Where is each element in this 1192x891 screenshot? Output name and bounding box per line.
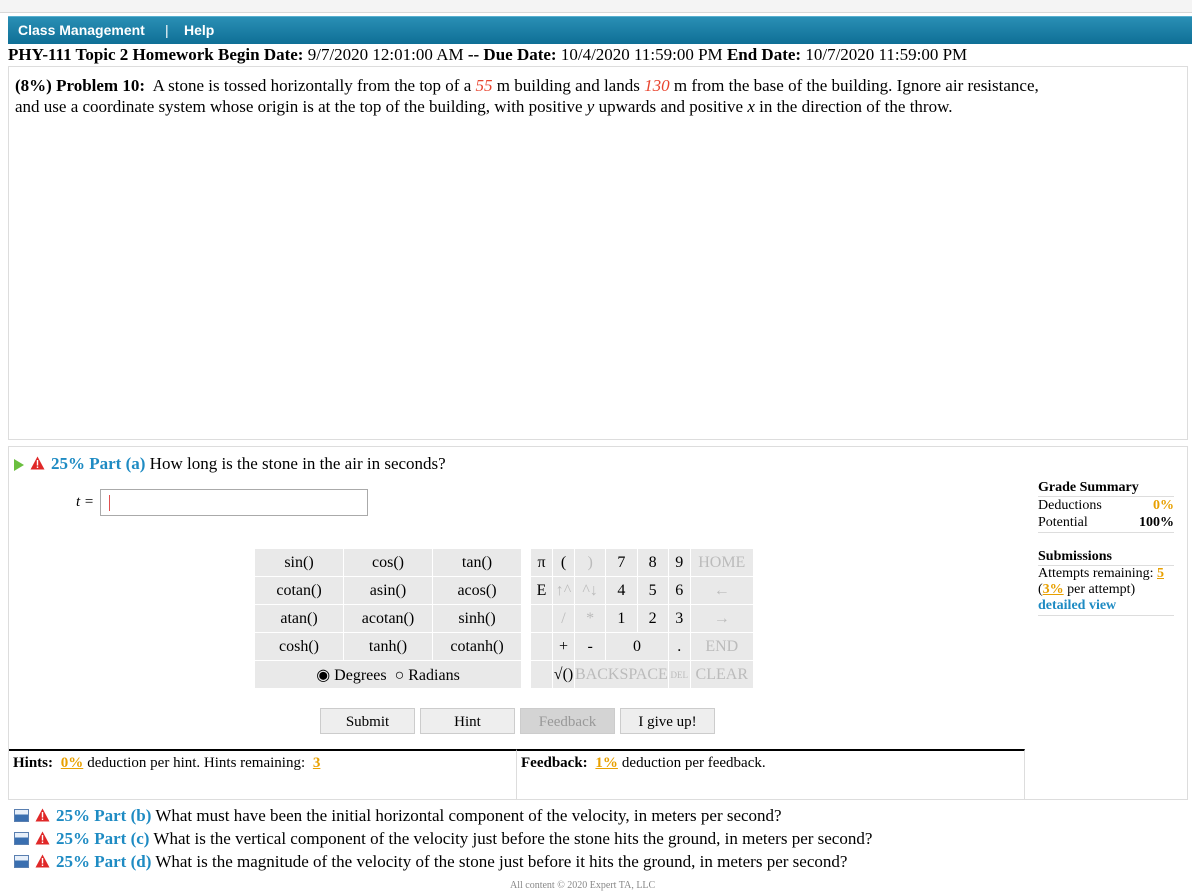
feedback-panel [517, 749, 1025, 799]
potential-value: 100% [1139, 515, 1174, 530]
keypad-spacer [522, 577, 531, 605]
key-cosh[interactable]: cosh() [255, 633, 344, 661]
open-paren: ( [1038, 582, 1043, 597]
problem-text-3: m from the base of the building. Ignore air resistance, and use a coordinate system whose origin is at the top of the building, with positive [15, 76, 1039, 116]
feedback-text: deduction per feedback. [621, 755, 766, 771]
due-date: 10/4/2020 11:59:00 PM [560, 45, 723, 64]
key-pi[interactable]: π [531, 549, 553, 577]
attempts-value: 5 [1156, 566, 1164, 581]
keypad-spacer [522, 549, 531, 577]
problem-box [8, 66, 1188, 440]
warning-icon [35, 854, 50, 868]
degrees-label: Degrees [334, 666, 387, 684]
key-right[interactable]: → [690, 605, 753, 633]
key-backspace[interactable]: BACKSPACE [575, 661, 669, 689]
part-b-question: What must have been the initial horizontal component of the velocity, in meters per second? [155, 806, 782, 825]
expand-icon[interactable] [14, 832, 29, 845]
key-plus[interactable]: + [553, 633, 575, 661]
key-minus[interactable]: - [575, 633, 606, 661]
angle-mode [255, 661, 522, 689]
part-a-question: How long is the stone in the air in seconds? [149, 454, 446, 473]
text-caret [109, 495, 110, 511]
hints-text: deduction per hint. Hints remaining: [87, 755, 306, 771]
hints-line [9, 751, 516, 776]
radians-label: Radians [408, 666, 460, 684]
problem-text-5: in the direction of the throw. [759, 97, 953, 116]
deductions-value: 0% [1153, 498, 1174, 513]
key-cotanh[interactable]: cotanh() [433, 633, 522, 661]
key-e[interactable]: E [531, 577, 553, 605]
key-9[interactable]: 9 [668, 549, 690, 577]
part-a-header [14, 454, 446, 474]
part-d-pct: 25% Part (d) [56, 852, 152, 871]
part-b-pct: 25% Part (b) [56, 806, 152, 825]
key-7[interactable]: 7 [606, 549, 637, 577]
key-dot[interactable]: . [668, 633, 690, 661]
key-cotan[interactable]: cotan() [255, 577, 344, 605]
key-left[interactable]: ← [690, 577, 753, 605]
key-sin[interactable]: sin() [255, 549, 344, 577]
key-blank [531, 605, 553, 633]
part-a-pct: 25% Part (a) [51, 454, 146, 473]
building-height: 55 [475, 76, 493, 95]
answer-variable-label: t = [76, 494, 95, 510]
potential-row [1038, 514, 1174, 533]
per-attempt-text: per attempt) [1067, 582, 1136, 597]
expand-icon[interactable] [14, 855, 29, 868]
submit-button[interactable]: Submit [320, 708, 415, 734]
help-link[interactable]: Help [184, 22, 215, 38]
give-up-button[interactable]: I give up! [620, 708, 715, 734]
nav-bar [8, 16, 1192, 44]
assignment-header [8, 45, 967, 65]
key-divide[interactable]: / [553, 605, 575, 633]
hints-label: Hints: [13, 755, 54, 771]
key-down[interactable]: ^↓ [575, 577, 606, 605]
key-4[interactable]: 4 [606, 577, 637, 605]
answer-input[interactable] [100, 489, 368, 516]
feedback-label: Feedback: [521, 755, 588, 771]
warning-icon [35, 831, 50, 845]
grade-summary-title: Grade Summary [1038, 480, 1174, 497]
key-del[interactable]: DEL [668, 661, 690, 689]
browser-top-strip [0, 0, 1192, 13]
feedback-line [517, 751, 1024, 776]
key-acos[interactable]: acos() [433, 577, 522, 605]
key-multiply[interactable]: * [575, 605, 606, 633]
per-attempt-pct: 3% [1042, 582, 1064, 597]
part-d-row[interactable] [14, 852, 847, 872]
part-b-row[interactable] [14, 806, 782, 826]
problem-text-4: upwards and positive [598, 97, 744, 116]
footer-copyright: All content © 2020 Expert TA, LLC [510, 880, 656, 891]
feedback-button[interactable]: Feedback [520, 708, 615, 734]
hint-button[interactable]: Hint [420, 708, 515, 734]
detailed-view-row [1038, 598, 1174, 616]
key-6[interactable]: 6 [668, 577, 690, 605]
problem-label: Problem 10: [56, 76, 145, 95]
problem-weight: (8%) [15, 76, 52, 95]
class-management-link[interactable]: Class Management [18, 22, 145, 38]
nav-separator: | [165, 22, 169, 38]
hints-pct: 0% [60, 755, 84, 771]
keypad-spacer [522, 661, 531, 689]
part-c-pct: 25% Part (c) [56, 829, 150, 848]
key-sinh[interactable]: sinh() [433, 605, 522, 633]
begin-label: Begin Date: [218, 45, 304, 64]
problem-text [15, 75, 1055, 117]
deductions-label: Deductions [1038, 498, 1102, 513]
key-cos[interactable]: cos() [344, 549, 433, 577]
part-d-question: What is the magnitude of the velocity of the stone just before it hits the ground, in meters per second? [155, 852, 848, 871]
key-8[interactable]: 8 [637, 549, 668, 577]
key-5[interactable]: 5 [637, 577, 668, 605]
key-atan[interactable]: atan() [255, 605, 344, 633]
expand-icon[interactable] [14, 809, 29, 822]
hints-panel [9, 749, 517, 799]
attempts-label: Attempts remaining: [1038, 566, 1154, 581]
var-x: x [747, 97, 755, 116]
key-blank [531, 633, 553, 661]
end-label: End Date: [726, 45, 802, 64]
key-blank [531, 661, 553, 689]
key-home[interactable]: HOME [690, 549, 753, 577]
problem-text-2: m building and lands [496, 76, 640, 95]
key-lparen[interactable]: ( [553, 549, 575, 577]
key-end[interactable]: END [690, 633, 753, 661]
keypad-spacer [522, 605, 531, 633]
begin-date: 9/7/2020 12:01:00 AM [307, 45, 464, 64]
detailed-view-link[interactable]: detailed view [1038, 598, 1117, 613]
key-sqrt[interactable]: √() [553, 661, 575, 689]
key-3[interactable]: 3 [668, 605, 690, 633]
key-asin[interactable]: asin() [344, 577, 433, 605]
dash: -- [467, 45, 480, 64]
key-tanh[interactable]: tanh() [344, 633, 433, 661]
warning-icon [35, 808, 50, 822]
per-attempt [1038, 582, 1174, 598]
key-clear[interactable]: CLEAR [690, 661, 753, 689]
hints-remaining: 3 [312, 755, 321, 771]
keypad-spacer [522, 633, 531, 661]
due-label: Due Date: [483, 45, 557, 64]
grade-summary [1038, 480, 1174, 616]
part-c-row[interactable] [14, 829, 872, 849]
key-acotan[interactable]: acotan() [344, 605, 433, 633]
degrees-radio[interactable]: ◉ [316, 666, 331, 684]
warning-icon [30, 456, 45, 470]
part-c-question: What is the vertical component of the velocity just before the stone hits the ground, in meters per second? [153, 829, 873, 848]
key-0[interactable]: 0 [606, 633, 669, 661]
expand-arrow-icon[interactable] [14, 459, 24, 471]
deductions-row [1038, 497, 1174, 514]
key-tan[interactable]: tan() [433, 549, 522, 577]
key-1[interactable]: 1 [606, 605, 637, 633]
key-up[interactable]: ↑^ [553, 577, 575, 605]
key-rparen[interactable]: ) [575, 549, 606, 577]
end-date: 10/7/2020 11:59:00 PM [805, 45, 968, 64]
course-title: PHY-111 Topic 2 Homework [8, 45, 214, 64]
potential-label: Potential [1038, 515, 1088, 530]
landing-distance: 130 [644, 76, 670, 95]
attempts-remaining [1038, 566, 1174, 582]
key-2[interactable]: 2 [637, 605, 668, 633]
radians-radio[interactable]: ○ [394, 666, 405, 684]
feedback-pct: 1% [595, 755, 618, 771]
var-y: y [586, 97, 595, 116]
submissions-title: Submissions [1038, 549, 1174, 566]
problem-text-1: A stone is tossed horizontally from the top of a [152, 76, 472, 95]
calculator-keypad [254, 548, 754, 689]
